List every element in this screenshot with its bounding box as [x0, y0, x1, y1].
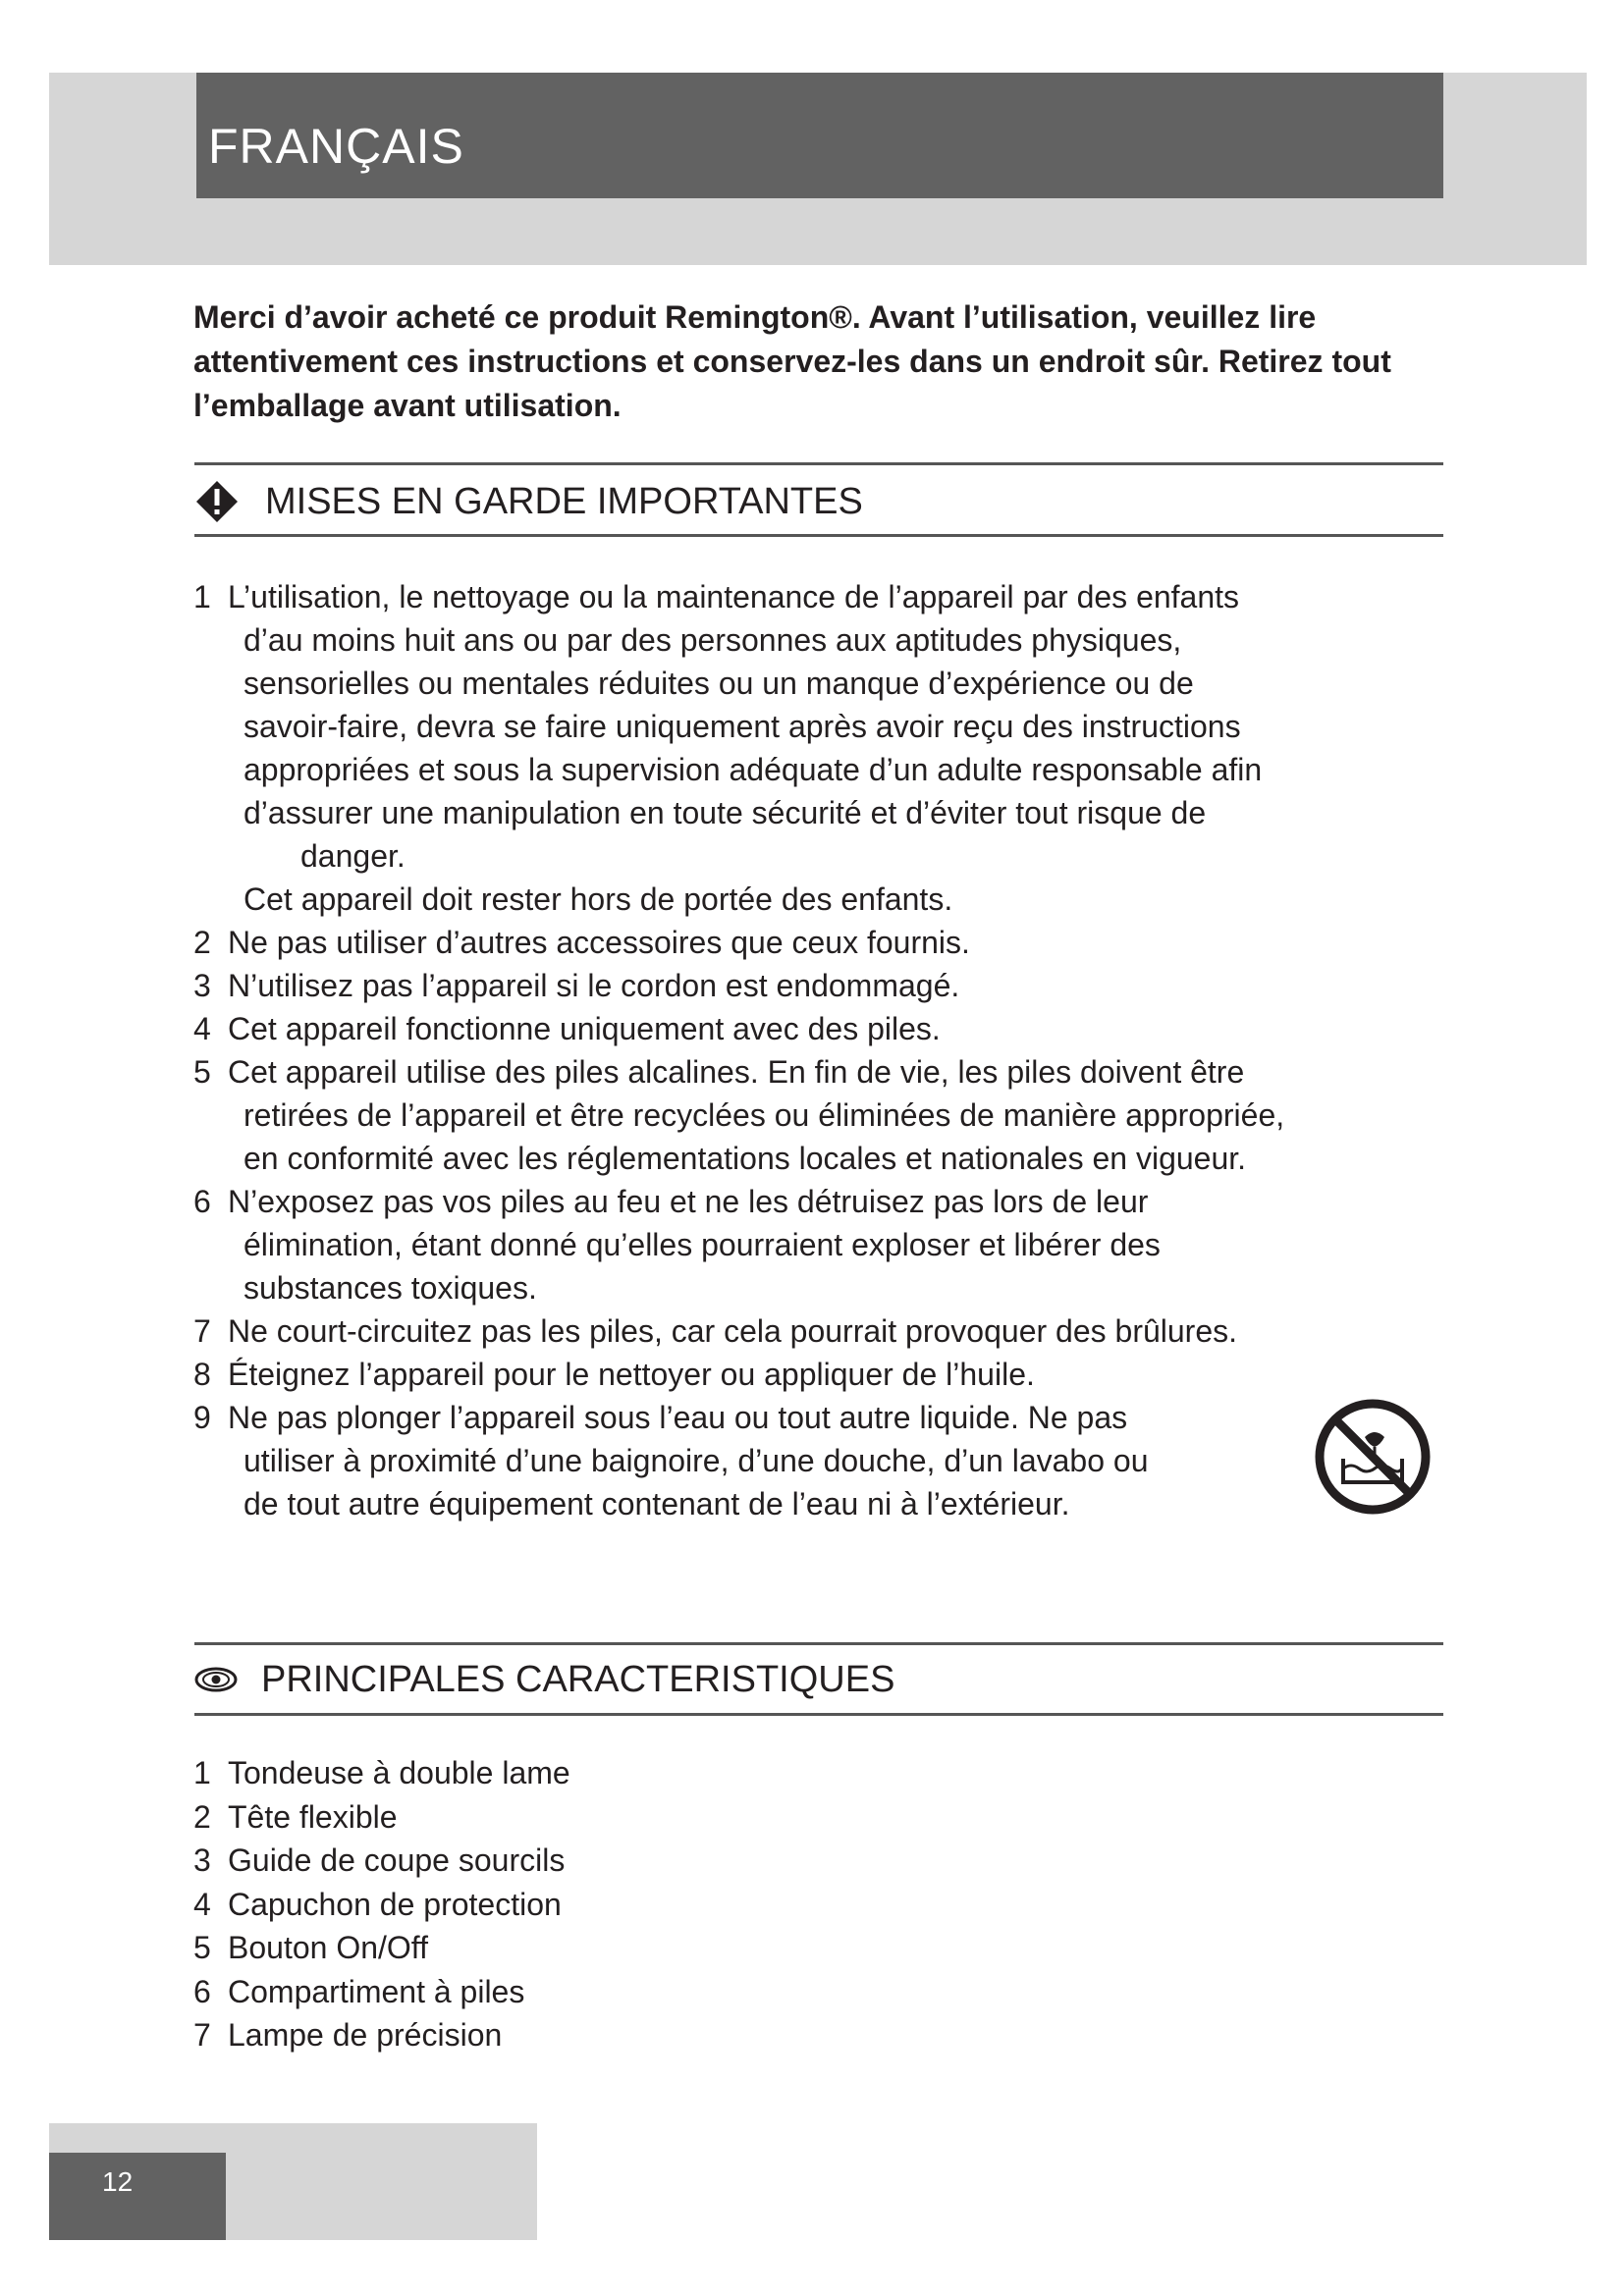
item-number: 4 — [193, 1886, 211, 1922]
list-item: 2 Tête flexible — [193, 1795, 570, 1840]
features-bottom-rule — [194, 1713, 1443, 1716]
list-item: 9 Ne pas plonger l’appareil sous l’eau ou tout autre liquide. Ne pas utiliser à proximité d’une baignoire, d’une douche, d’un lavabo ou de tout autre équipement contenant de l’eau ni à l’extérieur. — [193, 1396, 1284, 1525]
warnings-list — [193, 575, 1284, 1525]
warnings-bottom-rule — [194, 534, 1443, 537]
intro-paragraph: Merci d’avoir acheté ce produit Remington®. Avant l’utilisation, veuillez lire attentivement ces instructions et conservez-les dans un endroit sûr. Retirez tout l’emballage avant utilisation. — [193, 299, 1391, 423]
item-number: 7 — [193, 1313, 211, 1349]
no-immersion-icon — [1314, 1398, 1432, 1516]
eye-icon — [194, 1658, 238, 1701]
item-number: 1 — [193, 579, 211, 614]
list-item: 5 Bouton On/Off — [193, 1926, 570, 1970]
item-number: 6 — [193, 1973, 211, 2009]
item-number: 4 — [193, 1011, 211, 1046]
list-item: 4 Cet appareil fonctionne uniquement avec des piles. — [193, 1007, 1284, 1050]
item-number: 3 — [193, 1842, 211, 1878]
list-item: 3 Guide de coupe sourcils — [193, 1839, 570, 1883]
item-number: 1 — [193, 1755, 211, 1790]
item-number: 2 — [193, 1798, 211, 1835]
list-item: 7 Lampe de précision — [193, 2013, 570, 2057]
list-item: 3 N’utilisez pas l’appareil si le cordon est endommagé. — [193, 964, 1284, 1007]
list-item: 6 Compartiment à piles — [193, 1970, 570, 2014]
item-number: 6 — [193, 1184, 211, 1219]
list-item: 6 N’exposez pas vos piles au feu et ne les détruisez pas lors de leur élimination, étant donné qu’elles pourraient exploser et libérer des substances toxiques. — [193, 1180, 1284, 1309]
warnings-top-rule — [194, 462, 1443, 465]
list-item: 2 Ne pas utiliser d’autres accessoires que ceux fournis. — [193, 921, 1284, 964]
warning-note: Cet appareil doit rester hors de portée des enfants. — [244, 881, 953, 917]
item-number: 5 — [193, 1930, 211, 1965]
list-item: 4 Capuchon de protection — [193, 1883, 570, 1927]
page-number: 12 — [102, 2166, 134, 2197]
features-heading — [194, 1658, 894, 1701]
warning-diamond-icon — [194, 479, 240, 524]
item-number: 3 — [193, 968, 211, 1003]
list-item: 1 Tondeuse à double lame — [193, 1751, 570, 1795]
footer-page-box — [49, 2153, 226, 2240]
features-top-rule — [194, 1642, 1443, 1645]
features-list — [193, 1751, 570, 2057]
features-heading-label: PRINCIPALES CARACTERISTIQUES — [261, 1659, 895, 1700]
page-title: FRANÇAIS — [208, 119, 464, 174]
item-number: 9 — [193, 1400, 211, 1435]
list-item: 8 Éteignez l’appareil pour le nettoyer ou appliquer de l’huile. — [193, 1353, 1284, 1396]
item-number: 8 — [193, 1357, 211, 1392]
list-item: 1 L’utilisation, le nettoyage ou la maintenance de l’appareil par des enfants d’au moins huit ans ou par des personnes aux aptitudes physiques, sensorielles ou mentales réduites ou un manque d’expérience ou de savoir-faire, devra se faire uniquement après avoir reçu des instructions appropriées et sous la supervision adéquate d’un adulte responsable afin d’assurer une manipulation en toute sécurité et d’éviter tout risque de danger. Cet appareil doit rester hors de portée des enfants. — [193, 575, 1284, 921]
list-item: 5 Cet appareil utilise des piles alcalines. En fin de vie, les piles doivent être retirées de l’appareil et être recyclées ou éliminées de manière appropriée, en conformité avec les réglementations locales et nationales en vigueur. — [193, 1050, 1284, 1180]
item-number: 2 — [193, 925, 211, 960]
item-number: 7 — [193, 2017, 211, 2053]
warnings-heading-label: MISES EN GARDE IMPORTANTES — [265, 481, 863, 522]
list-item: 7 Ne court-circuitez pas les piles, car cela pourrait provoquer des brûlures. — [193, 1309, 1284, 1353]
item-number: 5 — [193, 1054, 211, 1090]
warnings-heading — [194, 479, 863, 524]
